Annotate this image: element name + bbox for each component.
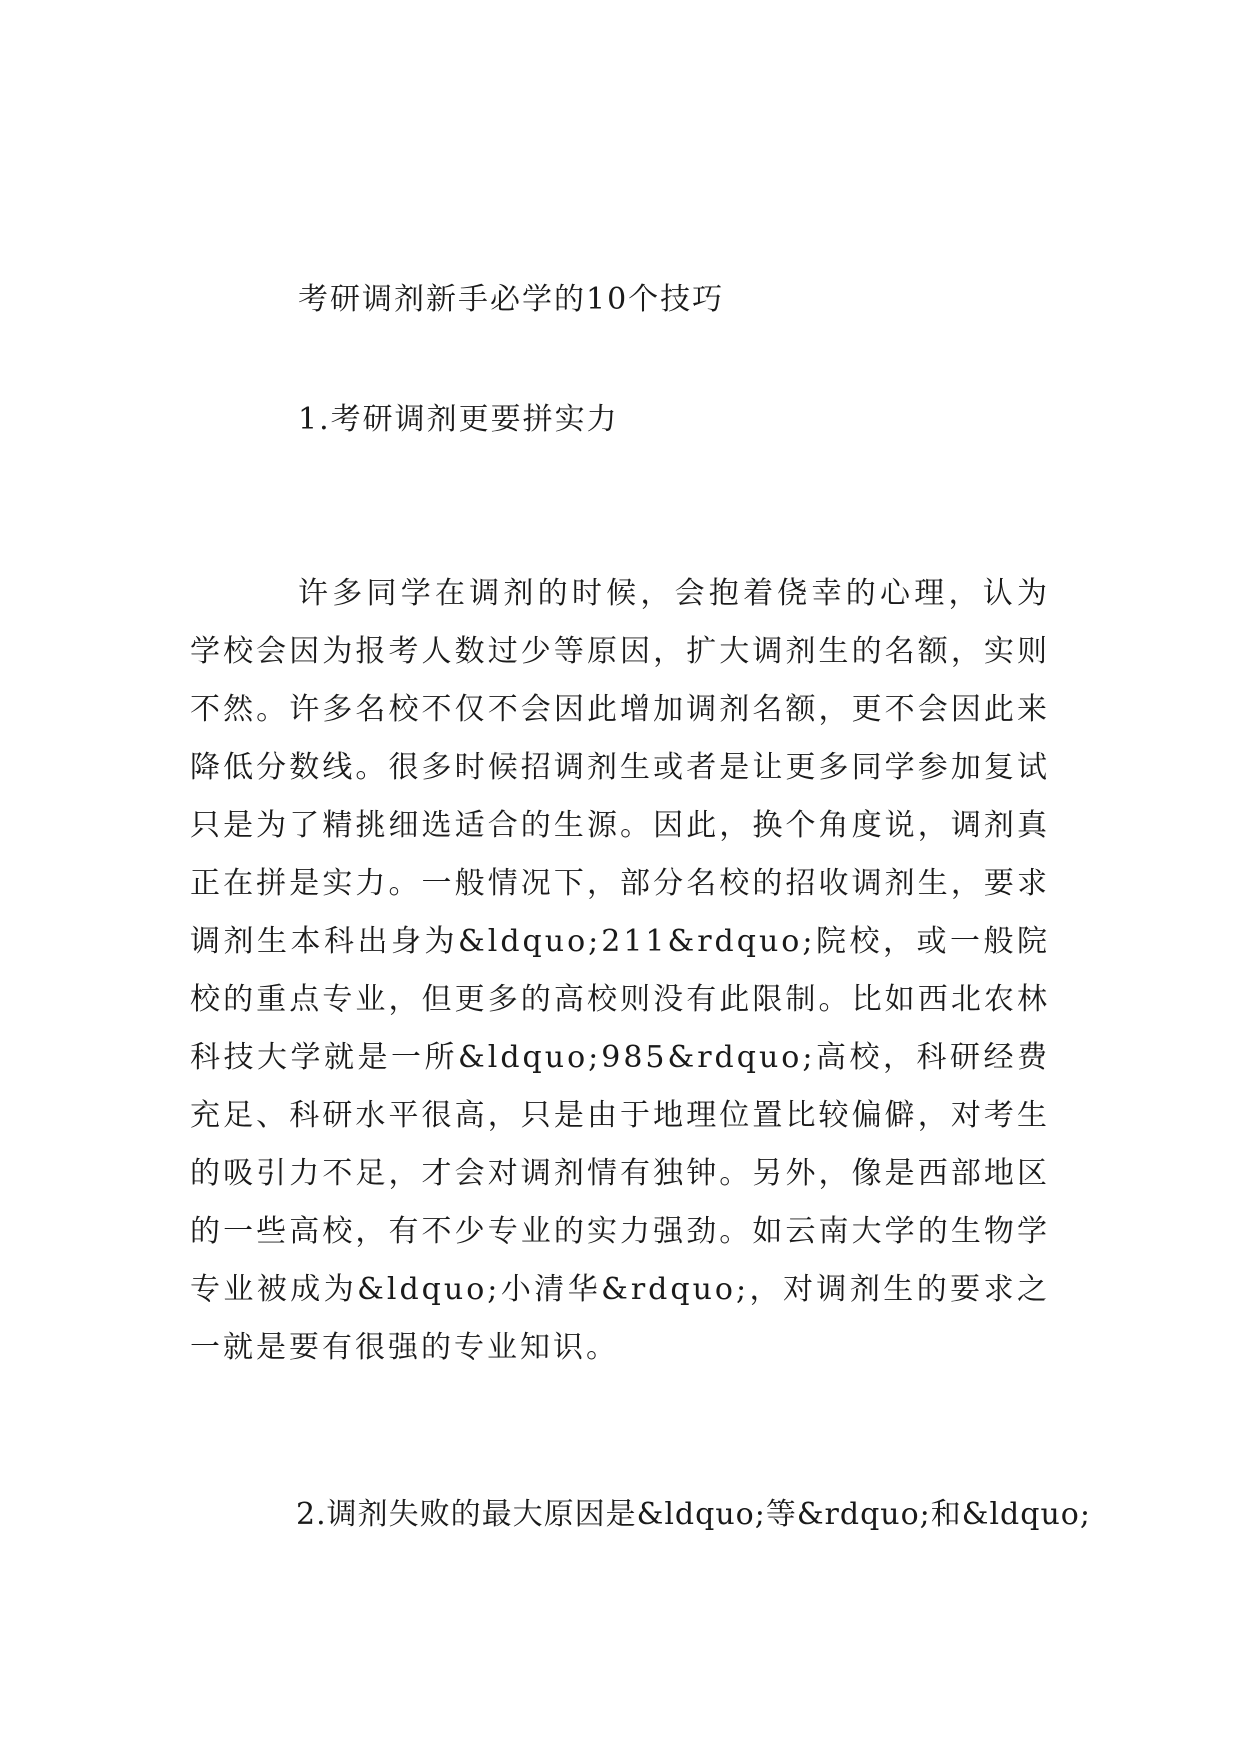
section-1-paragraph: 许多同学在调剂的时候，会抱着侥幸的心理，认为学校会因为报考人数过少等原因，扩大调剂生的名额，实则不然。许多名校不仅不会因此增加调剂名额，更不会因此来降低分数线。很多时候招调剂生或者是让更多同学参加复试只是为了精挑细选适合的生源。因此，换个角度说，调剂真正在拼是实力。一般情况下，部分名校的招收调剂生，要求调剂生本科出身为&ldquo;211&rdquo;院校，或一般院校的重点专业，但更多的高校则没有此限制。比如西北农林科技大学就是一所&ldquo;985&rdquo;高校，科研经费充足、科研水平很高，只是由于地理位置比较偏僻，对考生的吸引力不足，才会对调剂情有独钟。另外，像是西部地区的一些高校，有不少专业的实力强劲。如云南大学的生物学专业被成为&ldquo;小清华&rdquo;，对调剂生的要求之一就是要有很强的专业知识。 (190, 576, 1050, 1365)
section-2-heading: 2.调剂失败的最大原因是&ldquo;等&rdquo;和&ldquo; (296, 1497, 1091, 1532)
section-1-heading: 1.考研调剂更要拼实力 (298, 402, 619, 437)
document-title: 考研调剂新手必学的10个技巧 (298, 282, 725, 317)
